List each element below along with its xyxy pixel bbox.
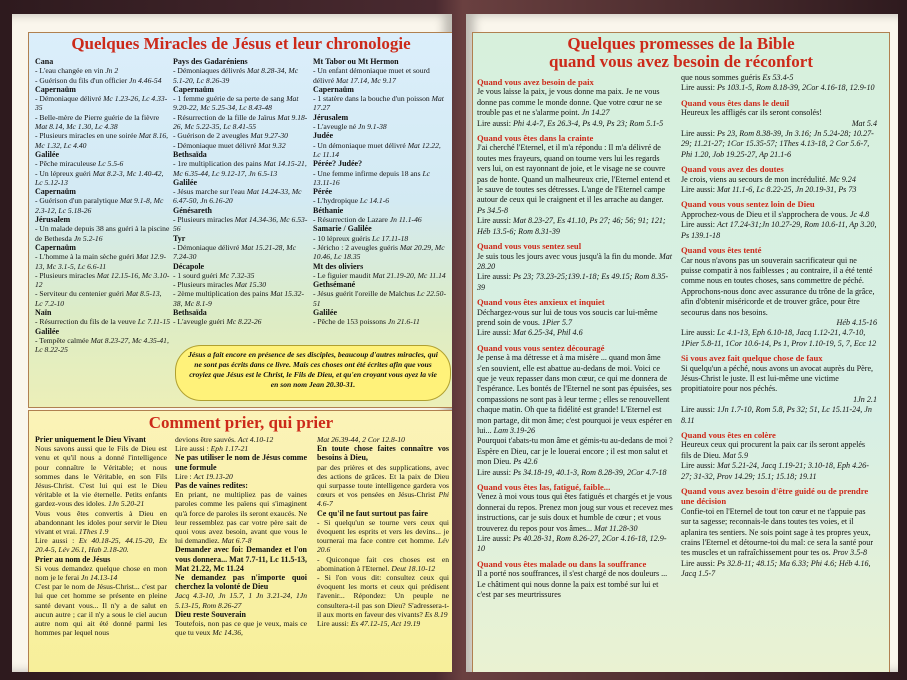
body-text: Lire aussi: <box>681 83 717 93</box>
scripture-reference: Mat 17.27 <box>313 94 444 113</box>
miracles-column <box>35 57 171 355</box>
scripture-reference: Lév 20.6 <box>317 536 449 555</box>
scripture-reference: Jn 14.13-14 <box>80 573 118 583</box>
body-text: - 1 femme guérie de sa perte de sang <box>173 94 287 104</box>
scripture-reference: Lam 3.19-26 <box>493 426 536 435</box>
scripture-reference: Mat 5.4 <box>851 118 877 128</box>
body-text: - Résurrection de Lazare <box>313 215 390 225</box>
section-heading: Galilée <box>173 177 197 187</box>
scripture-reference: Mat 5.9 <box>722 450 748 460</box>
body-text: devions être sauvés. <box>175 435 238 444</box>
section-heading: Galilée <box>313 308 337 318</box>
section-heading: Capernaüm <box>173 84 214 94</box>
body-text: - Une femme infirme depuis 18 ans <box>313 168 423 178</box>
body-text: Si vous demandez quelque chose en mon nom je le ferai <box>35 563 167 583</box>
section-heading: Béthanie <box>313 205 344 215</box>
scripture-reference: Jn 14.27 <box>581 108 610 118</box>
body-text: Je vous laisse la paix, je vous donne ma paix. Je ne vous donne pas comme le monde donne. Que votre cœur ne se trouble pas et ne s'alarme point. <box>477 87 662 118</box>
body-text: - Plusieurs miracles <box>173 280 235 290</box>
scripture-reference: 1Jn 1.7-10, Rom 5.8, Ps 32; 51, Lc 15.11-24, Jn 8.11 <box>681 405 872 425</box>
scripture-reference: Mat 9.1-8, Mc 2.3-12, Lc 5.18-26 <box>35 196 164 215</box>
scripture-reference: Mat 8.23-27, Mc 4.35-41, Lc 8.22-25 <box>35 335 169 355</box>
body-text: Heureux les affligés car ils seront consolés! <box>681 108 822 118</box>
body-text: - 2ème multiplication des pains <box>173 289 271 299</box>
body-text: - Un enfant démoniaque muet et sourd délivré <box>313 66 430 85</box>
scripture-reference: Mat 21.19-20, Mc 11.14 <box>372 270 446 280</box>
body-text: - Plusieurs miracles <box>35 270 97 280</box>
body-text: Lire : <box>175 471 194 481</box>
scripture-reference: Jc 4.8 <box>849 209 870 219</box>
body-text: Lire aussi: <box>477 467 513 477</box>
body-text: Confie-toi en l'Eternel de tout ton cœur et ne t'appuie pas sur ta sagesse; reconnais-le dans toutes tes voies, et il aplanira tes sentiers. Ne sois point sage à tes propres yeux, crains l'Eternel et détourne-toi du mal: ce sera la santé pour tes muscles et un rafraîchissement pour tes os. <box>681 506 874 558</box>
scripture-reference: Lc 14.1-6 <box>359 196 390 206</box>
section-heading: Quand vous avez besoin d'être guidé ou de prendre une décision <box>681 486 869 507</box>
body-text: - 10 lépreux guéris <box>313 233 373 243</box>
body-text: Je suis tous les jours avec vous jusqu'à la fin du monde. <box>477 251 659 261</box>
section-heading: Bethsaïda <box>173 308 207 318</box>
section-heading: Quand vous êtes tenté <box>681 245 762 256</box>
section-heading: Quand vous avez des doutes <box>681 164 784 175</box>
miracles-column <box>173 57 309 327</box>
scripture-reference: Lc 17.11-18 <box>372 233 409 243</box>
promises-subtitle: quand vous avez besoin de réconfort <box>549 52 813 71</box>
scripture-reference: Lc 13.11-16 <box>313 168 431 187</box>
body-text: - Résurrection de la fille de Jaïrus <box>173 112 278 122</box>
scripture-reference: Mat 12.9-13, Mc 3.1-5, Lc 6.6-11 <box>35 252 167 271</box>
section-heading: Quand vous êtes dans la crainte <box>477 133 594 144</box>
body-text: Lire aussi: <box>477 534 513 544</box>
body-text: Vous vous êtes convertis à Dieu en abandonnant les idoles pour servir le Dieu vivant et vrai. <box>35 508 167 537</box>
body-text: - Un lépreux guéri <box>35 168 93 178</box>
section-heading: Quand vous êtes en colère <box>681 430 776 440</box>
body-text: - L'aveugle né <box>313 122 359 132</box>
right-page <box>466 14 898 672</box>
scripture-reference: Mat 6.7-8 <box>221 536 252 546</box>
section-heading: Galilée <box>35 149 59 159</box>
scripture-reference: Mc 14.36, <box>212 628 243 638</box>
body-text: que nous sommes guéris <box>681 73 763 82</box>
body-text: Lire aussi: <box>681 185 717 195</box>
body-text: Si quelqu'un a péché, nous avons un avocat auprès du Père, Jésus-Christ le juste. Il est lui-même une victime propitiatoire pour nos péchés. <box>681 363 874 394</box>
prayer-column <box>175 435 307 637</box>
scripture-reference: Lc 7.11-15 <box>137 317 171 327</box>
body-text: - Un malade depuis 38 ans guéri à la piscine de Bethesda <box>35 224 170 243</box>
body-text: - Résurrection du fils de la veuve <box>35 317 138 327</box>
scripture-reference: Ps 32.8-11; 48.15; Ma 6.33; Phi 4.6; Héb 4.16, Jacq 1.5-7 <box>681 558 871 579</box>
body-text: Lire aussi: <box>681 220 717 230</box>
body-text: - Guérison du fils d'un officier <box>35 75 130 85</box>
scripture-reference: Mat 20.29, Mc 10.46, Lc 18.35 <box>313 242 445 262</box>
scripture-reference: Mat 15.32-38, Mc 8.1-9 <box>173 289 304 308</box>
scripture-reference: Deut 18.10-12 <box>391 563 436 573</box>
body-text: - 1 sourd guéri <box>173 270 220 280</box>
scripture-reference: Jn 2 <box>105 66 119 76</box>
section-heading: Capernaüm <box>35 187 76 197</box>
section-heading: Quand vous vous sentez seul <box>477 241 582 252</box>
scripture-reference: Phi 4.4-7, Es 26.3-4, Ps 4.9, Ps 23; Rom 5.1-5 <box>512 118 664 128</box>
scripture-reference: Mat 17.14, Mc 9.17 <box>335 75 396 85</box>
body-text: - Guérison d'un paralytique <box>35 196 120 206</box>
section-heading: Quand vous êtes dans le deuil <box>681 97 790 108</box>
left-page <box>12 14 452 672</box>
scripture-reference: Mat 8.14, Mc 1.30, Lc 4.38 <box>35 122 118 132</box>
scripture-reference: Act 17.24-31;Jn 10.27-29, Rom 10.6-11, Ap 3.20, Ps 139.1-18 <box>681 220 877 240</box>
body-text: - 1re multiplication des pains <box>173 159 264 169</box>
miracles-note-box: Jésus a fait encore en présence de ses disciples, beaucoup d'autres miracles, qui ne sont pas écrits dans ce livre. Mais ces choses ont été écrites afin que vous croyiez que Jésus est le Christ, le Fils de Dieu, et qu'en croyant vous ayez la vie en son nom Jean 20.30-31. <box>175 345 451 401</box>
section-heading: Décapole <box>173 261 205 271</box>
section-heading: Naïn <box>35 308 52 318</box>
section-heading: Pérée? Judée? <box>313 159 363 169</box>
body-text: - L'aveugle guéri <box>173 317 227 327</box>
scripture-reference: Prov 3.5-8 <box>832 548 868 558</box>
section-heading: Mt Tabor ou Mt Hermon <box>313 57 399 66</box>
section-heading: Quand vous vous sentez loin de Dieu <box>681 199 815 210</box>
scripture-reference: Mat 9.20-22, Mc 5.25-34, Lc 8.43-48 <box>173 94 299 113</box>
scripture-reference: Mat 9.27-30 <box>250 131 288 141</box>
scripture-reference: 1Pier 5.7 <box>541 317 573 327</box>
body-text: Il a porté nos souffrances, il s'est chargé de nos douleurs ... Le châtiment qui nous donne la paix est tombé sur lui et c'est par ses meurtrissures <box>477 569 668 600</box>
scripture-reference: Ps 34.18-19, 40.1-3, Rom 8.28-39, 2Cor 4.7-18 <box>512 467 667 477</box>
scripture-reference: Ps 23, Rom 8.38-39, Jn 3.16; Jn 5.24-28; 10.27-29; 11.21-27; 1Cor 15.35-57; 1Thes 4.13-18, 2 Cor 5.6-7, Phi 1.20, Job 19.25-27, Ap 21.1-6 <box>681 129 874 159</box>
body-text: Nous savons aussi que le Fils de Dieu est venu et qu'il nous a donné l'intelligence pour connaître le Véritable; et nous sommes dans le Véritable, en son Fils Jésus-Christ. C'est lui qui est le Dieu véritable et la vie éternelle. Petits enfants gardez-vous des idoles. <box>35 444 167 509</box>
scripture-reference: Mat 14.34-36, Mc 6.53-56 <box>173 215 308 234</box>
body-text: - Si quelqu'un se tourne vers ceux qui évoquent les esprits et vers les devins... je tournerai ma face contre cet homme. <box>317 517 449 546</box>
section-heading: Jérusalem <box>313 112 349 122</box>
scripture-reference: Es 8.19 <box>424 609 448 619</box>
body-text: Lire aussi: <box>681 558 717 568</box>
section-heading: Ce qu'il ne faut surtout pas faire <box>317 508 428 518</box>
scripture-reference: Mat 8.28-34, Mc 5.1-20, Lc 8.26-39 <box>173 66 299 85</box>
body-text: - Quiconque fait ces choses est en abomination à l'Eternel. <box>317 554 449 573</box>
scripture-reference: Lc 5.5-6 <box>98 159 124 169</box>
section-heading: Samarie / Galilée <box>313 224 372 234</box>
scripture-reference: Es 53.4-5 <box>762 73 794 82</box>
section-heading: Pérée <box>313 187 333 197</box>
section-heading: Pas de vaines redites: <box>175 481 248 491</box>
body-text: - Démoniaques délivrés <box>173 66 248 76</box>
promises-column <box>681 73 877 580</box>
scripture-reference: Ps 103.1-5, Rom 8.18-39, 2Cor 4.16-18, 12.9-10 <box>716 83 875 93</box>
section-heading: Ne pas utiliser le nom de Jésus comme une formule <box>175 453 307 472</box>
section-heading: Capernaüm <box>35 84 76 94</box>
body-text: Lire aussi : <box>35 536 79 546</box>
body-text: Lire aussi: <box>477 216 513 226</box>
scripture-reference: Héb 4.15-16 <box>836 317 877 327</box>
scripture-reference: Ex 40.18-25, 44.15-20, Ex 20.4-5, Lév 26.1, Hab 2.18-20. <box>35 536 167 555</box>
body-text: - Guérison de 2 aveugles <box>173 131 251 141</box>
body-text: Lire aussi: <box>681 461 717 471</box>
body-text: Je crois, viens au secours de mon incrédulité. <box>681 174 830 184</box>
body-text: - Si l'on vous dit: consultez ceux qui évoquent les morts et ceux qui prédisent l'avenir... Répondez: Un peuple ne consultera-t-il pas son Dieu? S'adressera-t-il aux morts en faveur des vivants? <box>317 573 449 619</box>
scripture-reference: Mat 14.15-21, Mc 6.35-44, Lc 9.12-17, Jn 6.5-13 <box>173 159 307 178</box>
body-text: - Pêche miraculeuse <box>35 159 99 169</box>
body-text: Déchargez-vous sur lui de tous vos soucis car lui-même prend soin de vous. <box>477 307 658 327</box>
section-heading: Ne demandez pas n'importe quoi cherchez la volonté de Dieu <box>175 573 307 592</box>
section-heading: Judée <box>313 131 333 141</box>
body-text: En priant, ne multipliez pas de vaines paroles comme les païens qui s'imaginent qu'à force de paroles ils seront exaucés. Ne leur ressemblez pas car votre père sait de quoi vous avez besoin, avant que vous le lui demandiez. <box>175 490 307 546</box>
body-text: Lire aussi: <box>681 129 717 139</box>
scripture-reference: Act 19.13-20 <box>193 471 233 481</box>
scripture-reference: Mat 8.5-13, Lc 7.2-10 <box>35 289 162 308</box>
body-text: - Tempête calmée <box>35 335 91 345</box>
scripture-reference: Mc 9.24 <box>829 174 856 184</box>
body-text: - Un démoniaque muet délivré <box>313 140 408 150</box>
scripture-reference: Mat 8.2-3, Mc 1.40-42, Lc 5.12-13 <box>35 168 164 187</box>
scripture-reference: Jn 9.1-38 <box>358 122 387 132</box>
body-text: Car nous n'avons pas un souverain sacrificateur qui ne puisse compatir à nos faiblesses ; au contraire, il a été tenté comme nous en toutes choses, sans commettre de péché. Approchons-nous donc avec assurance du trône de la grâce, afin d'obtenir miséricorde et de trouver grâce, pour être secourus dans nos besoins. <box>681 255 875 317</box>
body-text: - L'hydropique <box>313 196 360 206</box>
body-text: - Pêche de 153 poissons <box>313 317 388 327</box>
promises-title: Quelques promesses de la Bible <box>567 34 795 53</box>
scripture-reference: Ps 34.5-8 <box>477 205 509 215</box>
scripture-reference: Mat 11.1-6, Lc 8.22-25, Jn 20.19-31, Ps 73 <box>716 185 857 195</box>
prayer-column <box>35 435 167 637</box>
body-text: Heureux ceux qui procurent la paix car ils seront appelés fils de Dieu. <box>681 440 866 460</box>
scripture-reference: Mat 15.30 <box>234 280 267 290</box>
scripture-reference: Mc 8.22-26 <box>226 317 262 327</box>
section-heading: Quand vous avez besoin de paix <box>477 77 594 87</box>
section-heading: Jérusalem <box>35 215 71 225</box>
section-heading: Quand vous êtes las, fatigué, faible... <box>477 482 611 493</box>
body-text: Je pense à ma détresse et à ma misère ... quand mon âme s'en souvient, elle est abattue au-dedans de moi. Voici ce que je veux repasser dans mon cœur, ce qui me donnera de l'espérance. Les bontés de l'Eternel ne sont pas épuisées, ses compassions ne sont pas à leur terme ; elles se renouvellent chaque matin. Oh que ta fidélité est grande! L'Eternel est mon partage, dit mon âme; c'est pourquoi je veux espérer en lui... <box>477 353 672 435</box>
scripture-reference: Jn 4.46-54 <box>129 75 162 85</box>
body-text: - L'homme à la main sèche guéri <box>35 252 137 262</box>
body-text: - Démoniaque délivré <box>173 242 242 252</box>
body-text: C'est par le nom de Jésus-Christ... c'est par lui que cet homme se présente en pleine santé devant vous... Il n'y a de salut en aucun autre ; car il n'y a sous le ciel aucun autre nom qui ait été donné parmi les hommes par lequel nous <box>35 582 167 638</box>
section-heading: Capernaüm <box>35 242 76 252</box>
miracles-title: Quelques Miracles de Jésus et leur chronologie <box>71 34 411 53</box>
section-heading: Quand vous êtes anxieux et inquiet <box>477 297 605 308</box>
body-text: par des prières et des supplications, avec des actions de grâces. Et la paix de Dieu qui surpasse toute intelligence gardera vos cœurs et vos pensées en Jésus-Christ <box>317 462 449 500</box>
scripture-reference: Mat 8.16, Mc 1.32, Lc 4.40 <box>35 131 169 150</box>
scripture-reference: Es 47.12-15, Act 19.19 <box>350 619 421 629</box>
section-heading: Capernaüm <box>313 84 354 94</box>
section-heading: Si vous avez fait quelque chose de faux <box>681 353 823 364</box>
scripture-reference: 1Jn 2.1 <box>853 394 877 404</box>
body-text: Toutefois, non pas ce que je veux, mais ce que tu veux <box>175 619 307 638</box>
body-text: - Jéricho : 2 aveugles guéris <box>313 242 400 252</box>
body-text: Approchez-vous de Dieu et il s'approchera de vous. <box>681 209 850 219</box>
body-text: Pourquoi t'abats-tu mon âme et gémis-tu au-dedans de moi ? Espère en Dieu, car je le louerai encore ; il est mon salut et mon Dieu. <box>477 436 673 467</box>
section-heading: Tyr <box>173 233 186 243</box>
prayer-title: Comment prier, qui prier <box>148 413 334 432</box>
section-heading: Cana <box>35 57 54 66</box>
body-text: Lire aussi: <box>477 328 513 338</box>
scripture-reference: Jacq 4.3-10, Jn 15.7, 1 Jn 3.21-24, 1Jn 5.13-15, Rom 8.26-27 <box>175 591 307 610</box>
section-heading: Dieu reste Souverain <box>175 609 246 619</box>
body-text: Lire aussi: <box>317 619 351 629</box>
section-heading: En toute chose faites connaître vos besoins à Dieu, <box>317 444 449 463</box>
body-text: - Le figuier maudit <box>313 270 373 280</box>
promises-column <box>477 73 673 601</box>
scripture-reference: Ps 23; 73.23-25;139.1-18; Es 49.15; Rom 8.35-39 <box>477 272 669 292</box>
scripture-reference: Mat 12.15-16, Mc 3.10-12 <box>35 270 170 290</box>
body-text: - Belle-mère de Pierre guérie de la fièvre <box>35 112 160 122</box>
scripture-reference: Mat 14.24-33, Mc 6.47-50, Jn 6.16-20 <box>173 187 302 206</box>
miracles-column <box>313 57 449 327</box>
scripture-reference: Mat 9.18-26, Mc 5.22-35, Lc 8.41-55 <box>173 112 308 132</box>
scripture-reference: Phi 4.6-7 <box>317 490 449 509</box>
section-heading: Demander avec foi: Demandez et l'on vous donnera... Mat 7.7-11, Lc 11.5-13, Mat 21.22, Mc 11.24 <box>175 545 307 573</box>
body-text: - 1 statère dans la bouche d'un poisson <box>313 94 432 104</box>
body-text: - Plusieurs miracles en une soirée <box>35 131 139 141</box>
scripture-reference: 1Jn 5.20-21 <box>107 499 145 509</box>
scripture-reference: Mat 15.21-28, Mc 7.24-30 <box>173 242 296 262</box>
prayer-column <box>317 435 449 628</box>
body-text: - Jésus guérit l'oreille de Malchus <box>313 289 417 299</box>
scripture-reference: Lc 22.50-51 <box>313 289 446 308</box>
scripture-reference: Ps 40.28-31, Rom 8.26-27, 2Cor 4.16-18, 12.9-10 <box>477 534 667 554</box>
prayer-panel <box>28 410 452 672</box>
section-heading: Prier uniquement le Dieu Vivant <box>35 435 146 444</box>
body-text: - Plusieurs miracles <box>173 215 235 225</box>
body-text: Lire aussi: <box>681 328 717 338</box>
body-text: - Serviteur du centenier guéri <box>35 289 126 299</box>
scripture-reference: Mat 8.23-27, Es 41.10, Ps 27; 46; 56; 91; 121; Héb 13.5-6; Rom 8.31-39 <box>477 216 666 236</box>
promises-panel <box>472 32 890 672</box>
scripture-reference: Lc 4.1-13, Eph 6.10-18, Jacq 1.12-21, 4.7-10, 1Pier 5.8-11, 1Cor 10.6-14, Ps 1, Prov 1.10-19, 5, 7, Ecc 12 <box>681 328 877 348</box>
body-text: - Démoniaque délivré <box>35 94 104 104</box>
scripture-reference: Mc 7.32-35 <box>219 270 255 280</box>
scripture-reference: Jn 11.1-46 <box>389 215 422 225</box>
body-text: Lire aussi : <box>175 444 211 454</box>
scripture-reference: Eph 1.17-21 <box>210 444 249 454</box>
section-heading: Génésareth <box>173 205 212 215</box>
section-heading: Quand vous êtes malade ou dans la souffrance <box>477 558 647 569</box>
body-text: - Jésus marche sur l'eau <box>173 187 247 197</box>
miracles-panel <box>28 32 452 408</box>
section-heading: Pays des Gadaréniens <box>173 57 248 66</box>
scripture-reference: Jn 21.6-11 <box>387 317 420 327</box>
body-text: J'ai cherché l'Eternel, et il m'a répondu : Il m'a délivré de toutes mes frayeurs, quand on tourne vers lui les regards vers lui, on est rayonnant de joie, et le visage ne se couvre pas de honte. Quand un malheureux crie, l'Eternel entend et le sauve de toutes ses détresses. L'ange de l'Eternel campe autour de ceux qui le craignent et il les arrache au danger. <box>477 143 671 205</box>
scripture-reference: Mat 11.28-30 <box>594 523 638 533</box>
scripture-reference: Mat 28.20 <box>477 251 673 271</box>
scripture-reference: Mat 9.32 <box>258 140 286 150</box>
body-text: - Démoniaque muet délivré <box>173 140 259 150</box>
scripture-reference: Mat 6.25-34, Phil 4.6 <box>512 328 583 338</box>
section-heading: Quand vous vous sentez découragé <box>477 342 605 353</box>
scripture-reference: 1Thes 1.9 <box>78 527 109 537</box>
section-heading: Gethsémané <box>313 280 356 290</box>
body-text: Venez à moi vous tous qui êtes fatigués et chargés et je vous donnerai du repos. Prenez mon joug sur vous et recevez mes instructions, car je suis doux et humble de cœur ; et vous trouverez du repos pour vos âmes... <box>477 492 673 533</box>
scripture-reference: Mc 1.23-26, Lc 4.33-35 <box>35 94 168 113</box>
scripture-reference: Act 4.10-12 <box>237 435 274 444</box>
body-text: Lire aussi: <box>477 272 513 282</box>
body-text: - L'eau changée en vin <box>35 66 106 76</box>
section-heading: Mt des oliviers <box>313 261 364 271</box>
scripture-reference: Jn 5.2-16 <box>73 233 103 243</box>
section-heading: Prier au nom de Jésus <box>35 554 111 564</box>
section-heading: Bethsaïda <box>173 149 207 159</box>
scripture-reference: Mat 5.21-24, Jacq 1.19-21; 3.10-18, Eph 4.26-27; 31-32, Prov 14.29; 15.1; 15.18; 19.11 <box>681 461 869 481</box>
body-text: Lire aussi: <box>681 405 717 415</box>
section-heading: Galilée <box>35 326 59 336</box>
scripture-reference: Mat 26.39-44, 2 Cor 12.8-10 <box>317 435 405 444</box>
scripture-reference: Mat 12.22, Lc 11.14 <box>313 140 441 159</box>
scripture-reference: Ps 42.6 <box>513 457 538 467</box>
body-text: Lire aussi: <box>477 118 513 128</box>
